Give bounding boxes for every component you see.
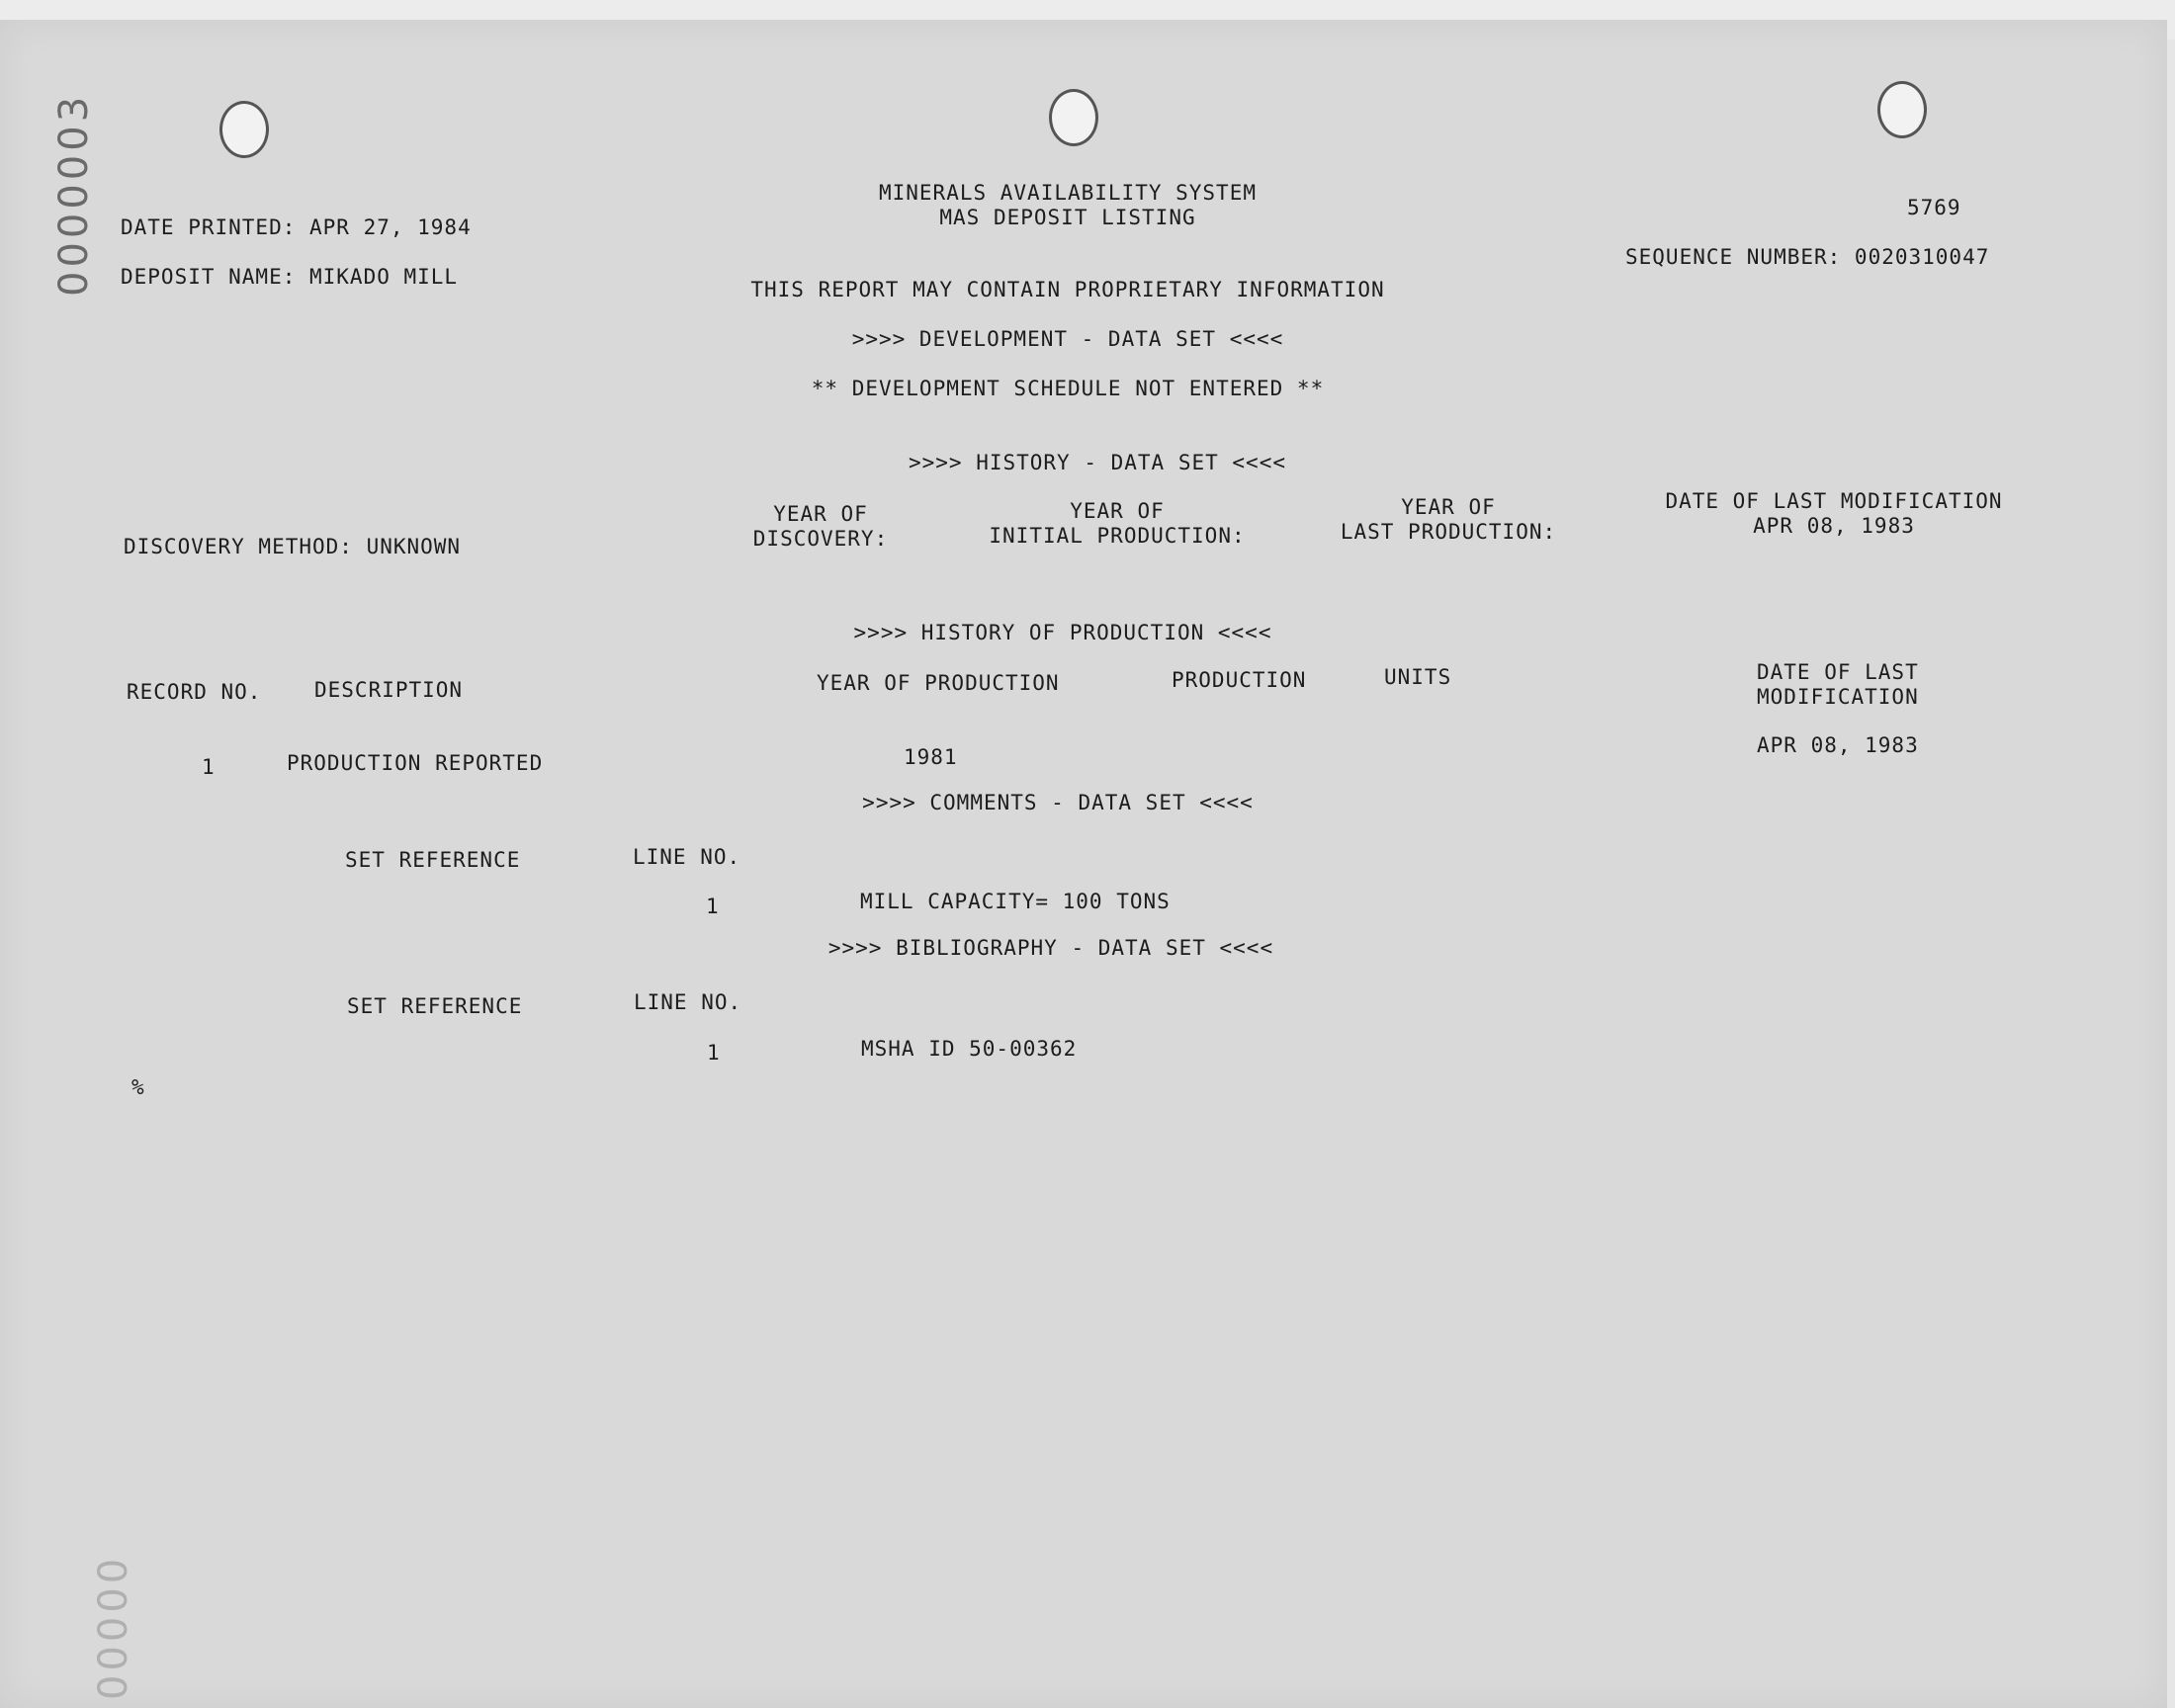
table-row-description: PRODUCTION REPORTED [287,751,544,775]
margin-stamp-bottom: 00000 [91,1554,136,1700]
sequence-number: SEQUENCE NUMBER: 0020310047 [1625,245,1990,269]
history-heading: >>>> HISTORY - DATA SET <<<< [908,451,1286,474]
bibliography-text: MSHA ID 50-00362 [861,1037,1078,1061]
bibliography-line-no: 1 [707,1041,721,1065]
bibliography-heading: >>>> BIBLIOGRAPHY - DATA SET <<<< [827,936,1274,960]
punch-hole-center [1049,89,1098,146]
year-of-discovery-label-2: DISCOVERY: [752,527,889,551]
footer-mark: % [131,1075,145,1099]
bibliography-col-set-reference: SET REFERENCE [347,994,523,1018]
comments-col-set-reference: SET REFERENCE [345,848,521,872]
table-row-last-mod: APR 08, 1983 [1757,733,1919,757]
last-production-label: YEAR OF [1401,495,1496,519]
deposit-name: DEPOSIT NAME: MIKADO MILL [121,265,459,289]
col-last-mod: DATE OF LAST [1757,660,1919,684]
initial-production-label-2: INITIAL PRODUCTION: [989,524,1246,548]
page-number: 5769 [1907,196,1961,219]
development-heading: >>>> DEVELOPMENT - DATA SET <<<< [851,327,1284,351]
proprietary-notice: THIS REPORT MAY CONTAIN PROPRIETARY INFORMATION [750,278,1385,301]
year-of-discovery-label: YEAR OF [773,502,868,526]
initial-production-label: YEAR OF [1070,499,1165,523]
bibliography-col-line-no: LINE NO. [634,990,742,1014]
col-description: DESCRIPTION [314,678,464,702]
col-last-mod-2: MODIFICATION [1757,685,1919,709]
history-last-mod-label: DATE OF LAST MODIFICATION [1665,489,2003,513]
table-row-record: 1 [202,755,216,779]
table-row-year: 1981 [904,745,958,769]
development-note: ** DEVELOPMENT SCHEDULE NOT ENTERED ** [811,377,1325,400]
col-production: PRODUCTION [1172,668,1307,692]
comment-text: MILL CAPACITY= 100 TONS [860,890,1171,913]
history-last-mod-date: APR 08, 1983 [1753,514,1915,538]
comments-heading: >>>> COMMENTS - DATA SET <<<< [862,791,1254,814]
listing-title: MAS DEPOSIT LISTING [939,206,1196,229]
discovery-method: DISCOVERY METHOD: UNKNOWN [124,535,462,558]
comment-line-no: 1 [706,895,720,918]
system-title: MINERALS AVAILABILITY SYSTEM [878,181,1257,205]
margin-stamp: 0000003 [51,92,97,297]
col-record-no: RECORD NO. [127,680,262,704]
col-units: UNITS [1384,665,1452,689]
date-printed: DATE PRINTED: APR 27, 1984 [121,215,472,239]
col-year-of-production: YEAR OF PRODUCTION [817,671,1060,695]
comments-col-line-no: LINE NO. [633,845,741,869]
punch-hole-right [1877,81,1927,138]
production-heading: >>>> HISTORY OF PRODUCTION <<<< [853,621,1272,644]
punch-hole-left [219,101,269,158]
last-production-label-2: LAST PRODUCTION: [1340,520,1557,544]
